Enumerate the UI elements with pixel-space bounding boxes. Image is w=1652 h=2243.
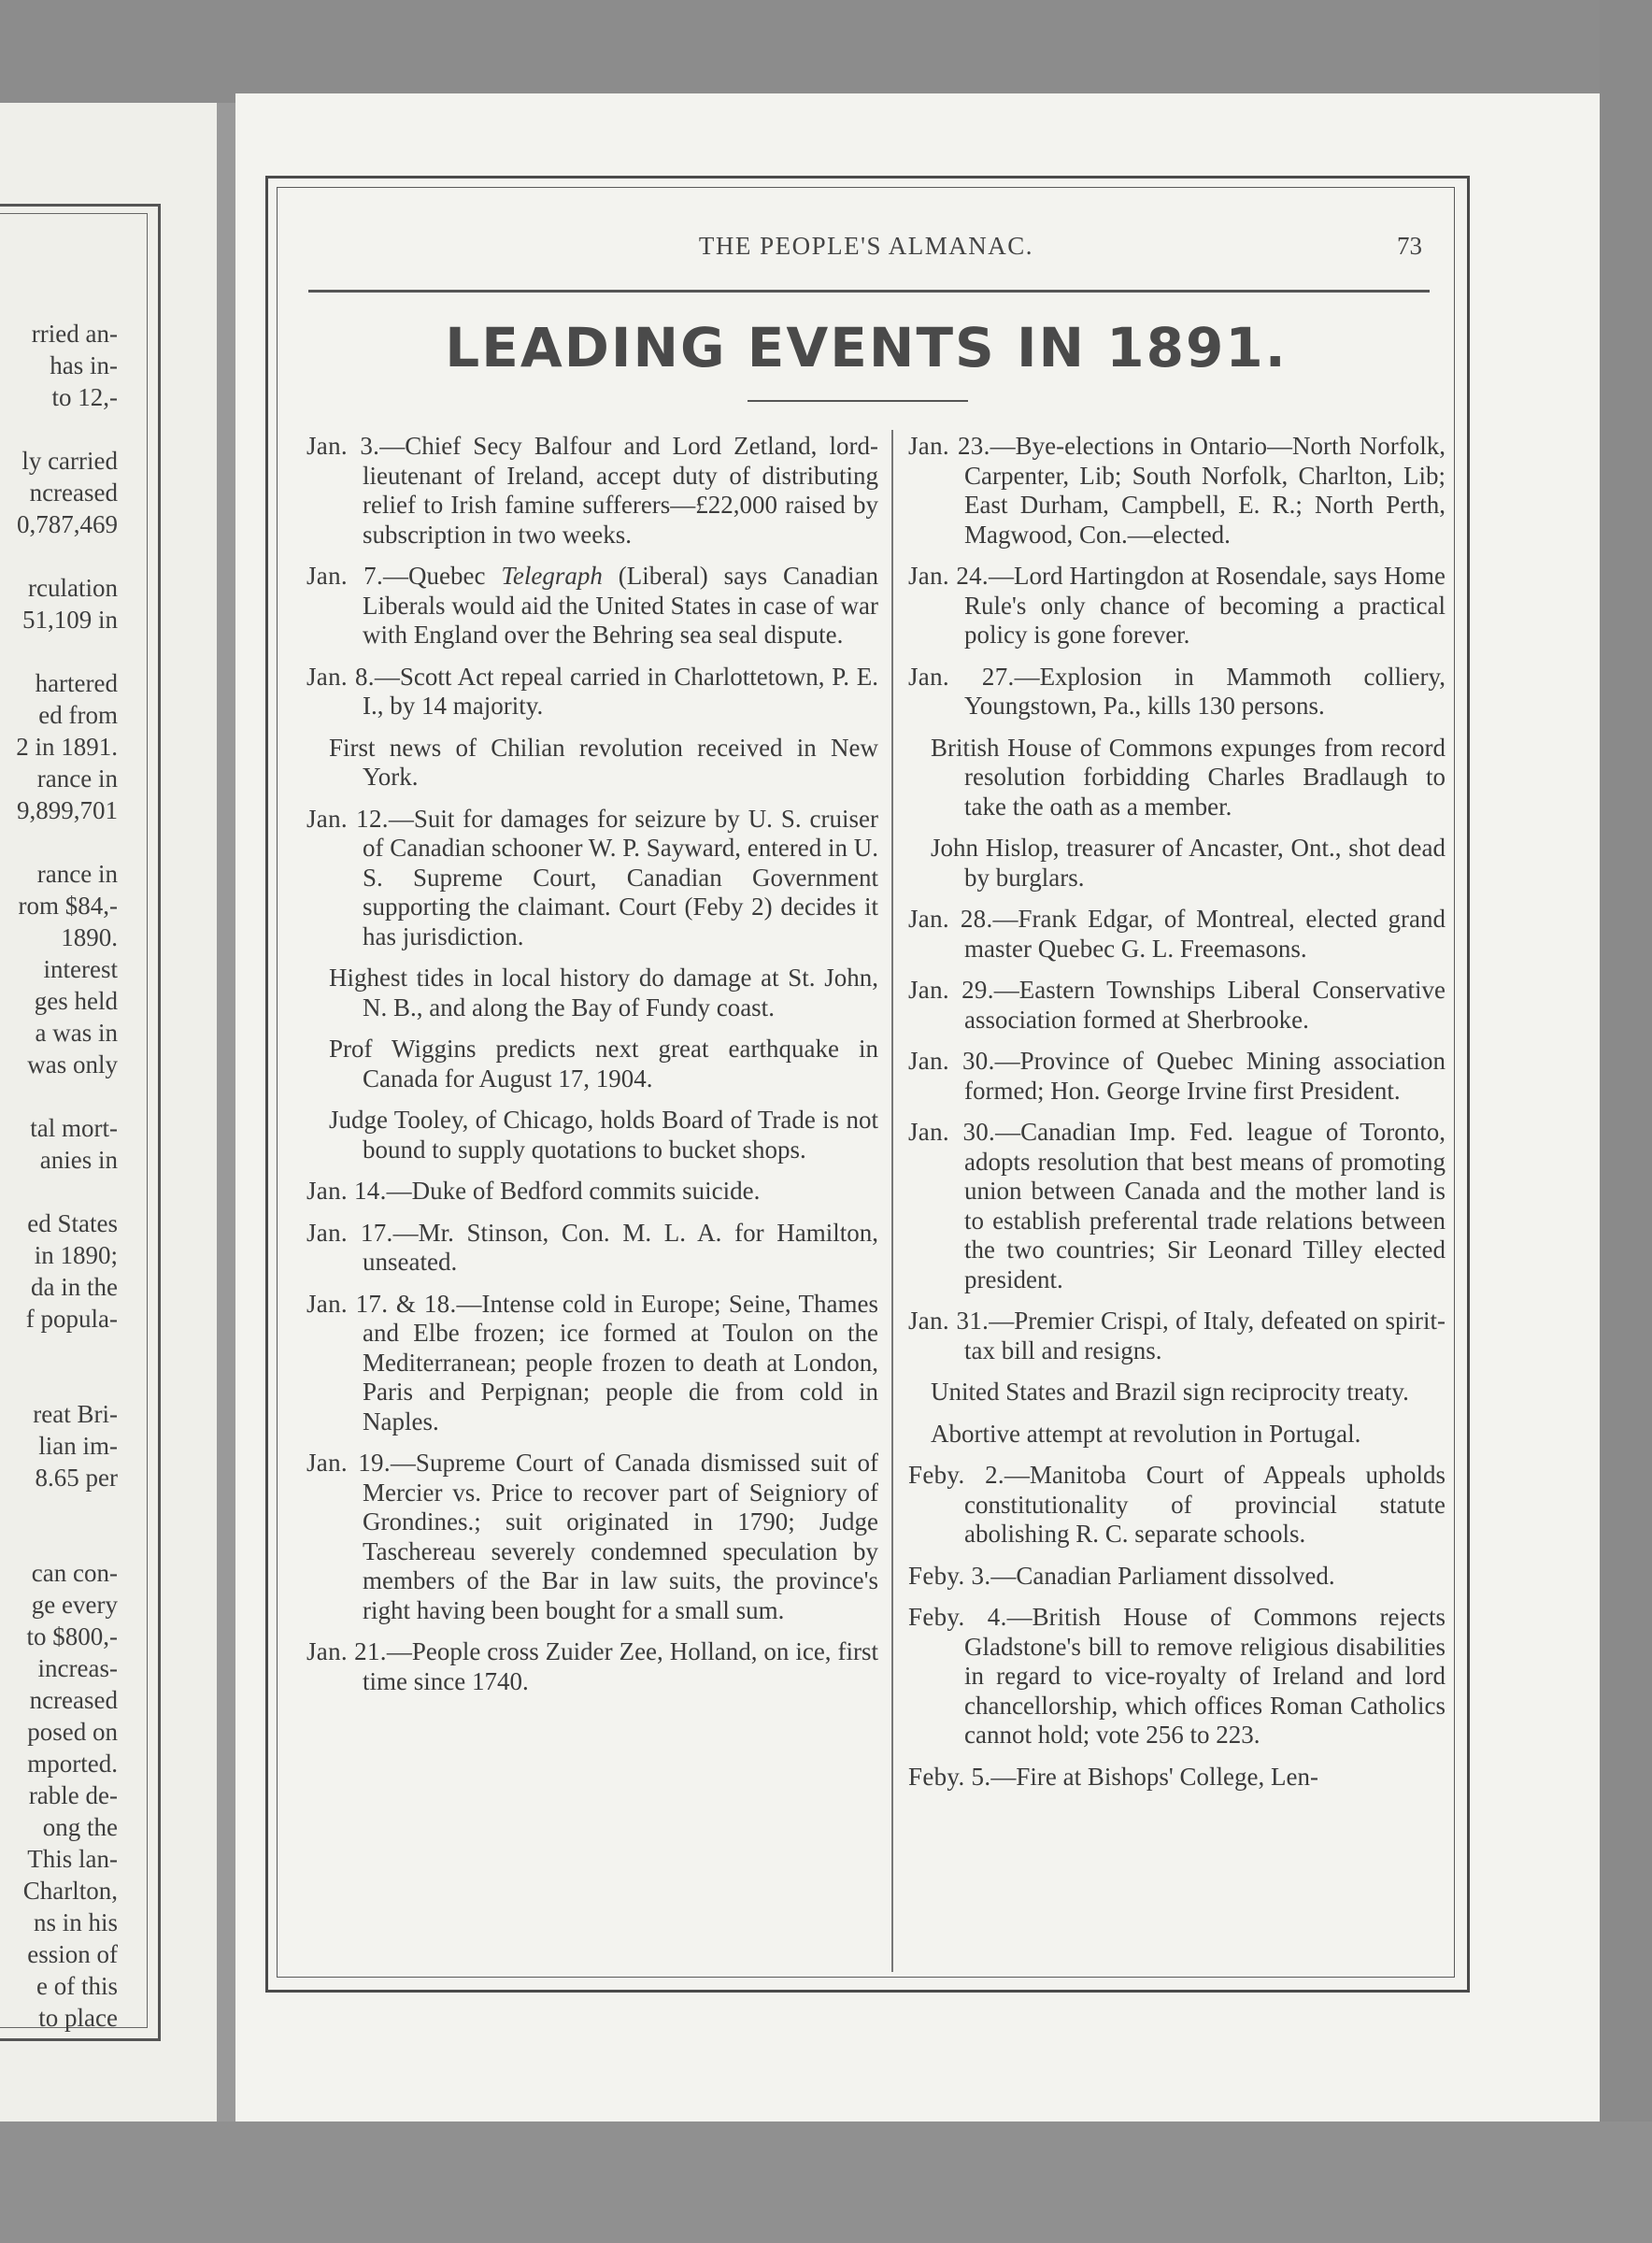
event-date: Jan. 31. <box>908 1307 990 1335</box>
previous-page-fragment: anies in <box>39 1146 118 1174</box>
event-text: Judge Tooley, of Chicago, holds Board of Trade is not bound to supply quotations to bucket shops. <box>329 1106 878 1164</box>
almanac-page <box>235 93 1600 2122</box>
previous-page-fragment: f popula- <box>25 1305 118 1333</box>
event-text: —Supreme Court of Canada dismissed suit of Mercier vs. Price to recover part of Seigniory of Grondines.; suit originated in 1790; Judge Taschereau severely condemned speculation by members of the Bar in law suits, the province's right having been bought for a small sum. <box>363 1449 878 1624</box>
event-date: Jan. 27. <box>908 662 1015 691</box>
previous-page-fragment: hartered <box>35 669 118 697</box>
event-entry <box>306 734 878 793</box>
event-text: John Hislop, treasurer of Ancaster, Ont., shot dead by burglars. <box>931 834 1446 892</box>
previous-page-fragment: lian im- <box>38 1432 118 1460</box>
event-text: Abortive attempt at revolution in Portugal. <box>931 1419 1361 1448</box>
event-entry <box>306 1177 878 1207</box>
previous-page-fragment: was only <box>27 1050 118 1079</box>
event-date: Jan. 30. <box>908 1118 996 1146</box>
event-text: —Explosion in Mammoth colliery, Youngstown, Pa., kills 130 persons. <box>964 662 1446 720</box>
previous-page-fragment <box>0 413 118 445</box>
header-rule <box>308 290 1430 293</box>
previous-page-fragment: 8.65 per <box>35 1464 118 1492</box>
event-date: Feby. 5. <box>908 1762 991 1791</box>
event-entry <box>306 1035 878 1093</box>
event-date: Feby. 3. <box>908 1561 991 1590</box>
previous-page-fragment: e of this <box>36 1972 118 2000</box>
event-date: Jan. 8. <box>306 662 375 691</box>
previous-page-fragment: increas- <box>37 1654 118 1682</box>
events-column-left <box>306 432 878 1708</box>
previous-page-fragment: ong the <box>42 1813 118 1841</box>
event-text: —Province of Quebec Mining association formed; Hon. George Irvine first President. <box>964 1047 1446 1105</box>
event-entry <box>908 1461 1446 1550</box>
previous-page-fragment: 51,109 in <box>21 606 118 634</box>
event-text: —Mr. Stinson, Con. M. L. A. for Hamilton, unseated. <box>363 1218 878 1276</box>
event-text: First news of Chilian revolution received in New York. <box>329 733 878 791</box>
previous-page-fragment: da in the <box>31 1273 118 1301</box>
event-text: —Fire at Bishops' College, Len- <box>990 1762 1318 1791</box>
event-entry <box>908 834 1446 893</box>
event-text: (Liberal) says Canadian Liberals would aid the United States in case of war with England over the Behring sea seal dispute. <box>363 562 878 649</box>
previous-page-fragment: to $800,- <box>26 1622 118 1650</box>
previous-page-fragment: ession of <box>27 1940 118 1968</box>
event-date: Jan. 28. <box>908 905 993 933</box>
title-rule <box>748 400 968 402</box>
previous-page-fragment: mported. <box>27 1750 118 1778</box>
column-divider <box>891 430 893 1972</box>
previous-page-fragment: This lan- <box>27 1845 118 1873</box>
event-text: —Premier Crispi, of Italy, defeated on spirit-tax bill and resigns. <box>964 1307 1446 1364</box>
previous-page-fragment: in 1890; <box>34 1241 118 1269</box>
event-entry <box>908 1118 1446 1294</box>
previous-page-fragment <box>0 636 118 667</box>
event-text: United States and Brazil sign reciprocity treaty. <box>931 1378 1409 1406</box>
newspaper-name: Telegraph <box>501 562 603 590</box>
previous-page-fragment: to place <box>38 2004 118 2032</box>
previous-page-fragment <box>0 1080 118 1112</box>
event-text: —Bye-elections in Ontario—North Norfolk, Carpenter, Lib; South Norfolk, Charlton, Lib; East Durham, Campbell, E. R.; North Perth, Magwood, Con.—elected. <box>964 432 1446 549</box>
previous-page-fragment: ncreased <box>29 479 118 507</box>
previous-page-fragment <box>0 1493 118 1525</box>
event-date: Jan. 23. <box>908 432 990 460</box>
event-entry <box>306 805 878 952</box>
event-date: Jan. 19. <box>306 1449 391 1477</box>
event-entry <box>306 1219 878 1278</box>
previous-page-fragment: rom $84,- <box>18 892 118 920</box>
previous-page-fragment: rried an- <box>31 320 118 348</box>
event-entry <box>908 1047 1446 1106</box>
event-entry <box>306 663 878 721</box>
event-text: —Suit for damages for seizure by U. S. cruiser of Canadian schooner W. P. Sayward, entered in U. S. Supreme Court, Canadian Government supporting the claimant. Court (Feby 2) decides it has jurisdiction. <box>363 804 878 950</box>
previous-page-fragment: a was in <box>35 1019 118 1047</box>
event-entry <box>908 1562 1446 1592</box>
previous-page-fragment: tal mort- <box>30 1114 118 1142</box>
event-date: Jan. 14. <box>306 1177 387 1205</box>
event-text: —People cross Zuider Zee, Holland, on ice, first time since 1740. <box>363 1637 878 1695</box>
previous-page-fragment: ns in his <box>33 1908 118 1936</box>
previous-page-text-fragments <box>0 318 118 2034</box>
previous-page-fragment: has in- <box>50 351 118 379</box>
event-entry <box>306 562 878 650</box>
event-text: —Manitoba Court of Appeals upholds constitutionality of provincial statute abolishing R. C. separate schools. <box>964 1461 1446 1548</box>
almanac-title: THE PEOPLE'S ALMANAC. <box>698 232 1034 260</box>
event-entry <box>908 1378 1446 1407</box>
previous-page-fragment: ncreased <box>29 1686 118 1714</box>
event-entry <box>908 663 1446 721</box>
event-entry <box>908 976 1446 1035</box>
previous-page-fragment: ly carried <box>21 447 118 475</box>
event-entry <box>908 1307 1446 1365</box>
event-text: —British House of Commons rejects Gladstone's bill to remove religious disabilities in regard to vice-royalty of Ireland and lord chancellorship, which offices Roman Catholics cannot hold; vote 256 to 223. <box>964 1603 1446 1749</box>
event-text: —Eastern Townships Liberal Conservative association formed at Sherbrooke. <box>964 976 1446 1034</box>
event-text: —Intense cold in Europe; Seine, Thames and Elbe frozen; ice formed at Toulon on the Mediterranean; people frozen to death at London, Paris and Perpignan; people die from cold in Naples. <box>363 1289 879 1436</box>
book-gutter <box>217 103 235 2122</box>
previous-page-fragment: ges held <box>34 987 118 1015</box>
previous-page-fragment: rance in <box>36 860 118 888</box>
event-date: Jan. 17. & 18. <box>306 1289 457 1318</box>
events-column-right <box>908 432 1446 1804</box>
event-date: Jan. 24. <box>908 562 989 590</box>
event-date: Jan. 30. <box>908 1047 995 1075</box>
page-title: LEADING EVENTS IN 1891. <box>445 316 1288 379</box>
previous-page-fragment <box>0 1525 118 1557</box>
event-entry <box>908 432 1446 550</box>
event-text: —Quebec <box>383 562 502 590</box>
running-head <box>292 232 1441 269</box>
previous-page-fragment <box>0 1335 118 1366</box>
event-text: —Canadian Parliament dissolved. <box>990 1561 1335 1590</box>
scan-background-right <box>1600 0 1652 2243</box>
previous-page-fragment: 0,787,469 <box>17 510 118 538</box>
event-entry <box>306 964 878 1022</box>
event-date: Jan. 17. <box>306 1218 393 1247</box>
event-text: —Lord Hartingdon at Rosendale, says Home Rule's only chance of becoming a practical policy is gone forever. <box>964 562 1446 649</box>
event-entry <box>908 734 1446 822</box>
event-text: —Frank Edgar, of Montreal, elected grand master Quebec G. L. Freemasons. <box>964 905 1446 963</box>
scan-background-bottom <box>0 2122 1652 2243</box>
previous-page-fragment: interest <box>43 955 118 983</box>
event-text: Highest tides in local history do damage at St. John, N. B., and along the Bay of Fundy coast. <box>329 964 878 1021</box>
event-entry <box>908 1763 1446 1793</box>
event-text: Prof Wiggins predicts next great earthquake in Canada for August 17, 1904. <box>329 1035 878 1093</box>
previous-page-fragment: rance in <box>36 764 118 793</box>
previous-page-fragment: reat Bri- <box>33 1400 118 1428</box>
event-text: —Chief Secy Balfour and Lord Zetland, lord-lieutenant of Ireland, accept duty of distributing relief to Irish famine sufferers—£22,000 raised by subscription in two weeks. <box>363 432 878 549</box>
previous-page-fragment: rable de- <box>28 1781 118 1809</box>
event-date: Jan. 29. <box>908 976 994 1004</box>
previous-page-fragment: to 12,- <box>51 383 118 411</box>
previous-page-fragment: ge every <box>31 1591 118 1619</box>
previous-page-fragment: ed from <box>38 701 118 729</box>
event-date: Jan. 7. <box>306 562 383 590</box>
previous-page-fragment: posed on <box>27 1718 118 1746</box>
event-date: Jan. 21. <box>306 1637 387 1665</box>
scan-background-top <box>0 0 1652 103</box>
previous-page-fragment: ed States <box>27 1209 118 1237</box>
page-number: 73 <box>1397 232 1422 260</box>
event-date: Feby. 4. <box>908 1603 1007 1631</box>
event-entry <box>908 905 1446 964</box>
event-text: —Duke of Bedford commits suicide. <box>386 1177 761 1205</box>
event-entry <box>908 562 1446 650</box>
event-entry <box>306 1449 878 1625</box>
previous-page-fragment: can con- <box>31 1559 118 1587</box>
event-text: British House of Commons expunges from record resolution forbidding Charles Bradlaugh to take the oath as a member. <box>931 733 1446 821</box>
event-entry <box>908 1603 1446 1750</box>
event-text: —Canadian Imp. Fed. league of Toronto, adopts resolution that best means of promoting union between Canada and the mother land is to establish preferental trade relations between the two countries; Sir Leonard Tilley elected president. <box>964 1118 1446 1293</box>
event-text: —Scott Act repeal carried in Charlottetown, P. E. I., by 14 majority. <box>363 662 879 720</box>
previous-page-fragment <box>0 1366 118 1398</box>
previous-page-fragment <box>0 1176 118 1207</box>
previous-page-fragment: rculation <box>28 574 118 602</box>
previous-page-fragment <box>0 826 118 858</box>
event-entry <box>908 1420 1446 1450</box>
previous-page <box>0 103 217 2122</box>
event-date: Jan. 3. <box>306 432 380 460</box>
previous-page-fragment <box>0 540 118 572</box>
event-date: Feby. 2. <box>908 1461 1004 1489</box>
event-entry <box>306 1290 878 1437</box>
previous-page-fragment: 9,899,701 <box>17 796 118 824</box>
previous-page-fragment: 1890. <box>61 923 118 951</box>
event-date: Jan. 12. <box>306 804 389 833</box>
previous-page-fragment: 2 in 1891. <box>16 733 118 761</box>
event-entry <box>306 1106 878 1164</box>
previous-page-fragment: Charlton, <box>22 1877 118 1905</box>
event-entry <box>306 432 878 550</box>
event-entry <box>306 1637 878 1696</box>
